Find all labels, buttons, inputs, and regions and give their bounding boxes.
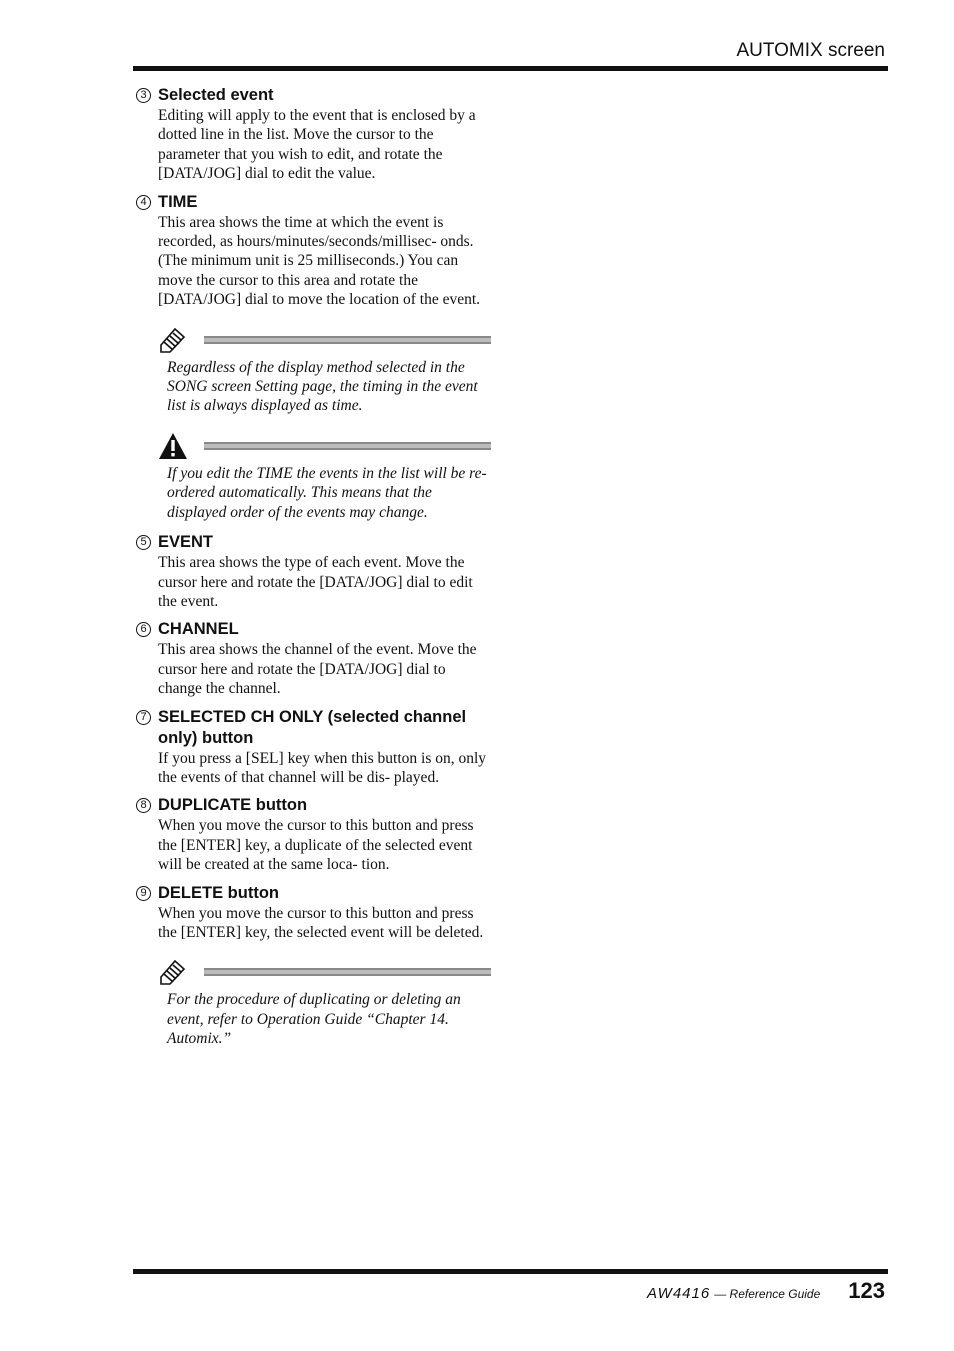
section-selected-ch-only <box>136 707 491 788</box>
section-event <box>136 532 491 611</box>
section-heading <box>136 619 491 640</box>
section-time <box>136 192 491 310</box>
note-text: For the procedure of duplicating or deleting an event, refer to Operation Guide “Chapter 14. Automix.” <box>167 991 461 1048</box>
section-duplicate-button <box>136 795 491 874</box>
note-bar <box>158 428 491 464</box>
section-title: SELECTED CH ONLY (selected channel only) button <box>158 707 467 747</box>
section-body: This area shows the channel of the event. Move the cursor here and rotate the [DATA/JOG] dial to change the channel. <box>158 641 477 698</box>
circled-number: 3 <box>136 88 151 103</box>
note-text: If you edit the TIME the events in the list will be re-ordered automatically. This means that the displayed order of the events may change. <box>167 464 487 521</box>
section-body: When you move the cursor to this button and press the [ENTER] key, a duplicate of the selected event will be created at the same loca- tion. <box>158 817 474 874</box>
tip-note <box>136 322 491 416</box>
section-selected-event <box>136 85 491 184</box>
section-heading <box>136 707 491 749</box>
page-footer <box>647 1278 885 1304</box>
note-text: Regardless of the display method selected in the SONG screen Setting page, the timing in the event list is always displayed as time. <box>167 358 478 415</box>
guide-label: — Reference Guide <box>714 1287 821 1301</box>
main-content <box>136 85 491 1059</box>
section-heading <box>136 192 491 213</box>
section-body: This area shows the type of each event. Move the cursor here and rotate the [DATA/JOG] dial to edit the event. <box>158 554 473 610</box>
page-number: 123 <box>848 1278 885 1303</box>
section-title: EVENT <box>158 533 214 552</box>
section-title: Selected event <box>158 86 274 104</box>
note-bar <box>158 322 491 358</box>
section-heading <box>136 532 491 553</box>
circled-number: 5 <box>136 535 151 550</box>
tip-pencil-icon <box>158 325 188 355</box>
note-divider <box>204 442 491 450</box>
circled-number: 8 <box>136 798 151 813</box>
section-delete-button <box>136 883 491 943</box>
note-divider <box>204 336 491 344</box>
section-body: If you press a [SEL] key when this button is on, only the events of that channel will be dis- played. <box>158 749 487 786</box>
section-channel <box>136 619 491 698</box>
note-bar <box>158 954 491 990</box>
page-header-title: AUTOMIX screen <box>736 40 885 61</box>
section-heading <box>136 883 491 904</box>
section-body: When you move the cursor to this button and press the [ENTER] key, the selected event will be deleted. <box>158 904 484 941</box>
section-title: DUPLICATE button <box>158 796 308 815</box>
section-heading <box>136 85 491 106</box>
footer-rule <box>133 1269 888 1274</box>
tip-pencil-icon <box>158 957 188 987</box>
warning-icon <box>158 431 188 461</box>
note-divider <box>204 968 491 976</box>
tip-note <box>136 954 491 1048</box>
header-rule <box>133 66 888 71</box>
section-heading <box>136 795 491 816</box>
circled-number: 6 <box>136 622 151 637</box>
circled-number: 9 <box>136 886 151 901</box>
section-title: CHANNEL <box>158 620 239 639</box>
section-title: DELETE button <box>158 883 279 902</box>
circled-number: 4 <box>136 195 151 210</box>
warning-note <box>136 428 491 522</box>
section-body: This area shows the time at which the event is recorded, as hours/minutes/seconds/millisec- onds. (The minimum unit is 25 milliseconds.) You can move the cursor to this area and rotate the [DATA/JOG] dial to move the location of the event. <box>158 213 481 309</box>
circled-number: 7 <box>136 710 151 725</box>
section-body: Editing will apply to the event that is enclosed by a dotted line in the list. Move the cursor to the parameter that you wish to edit, and rotate the [DATA/JOG] dial to edit the value. <box>158 107 476 183</box>
product-logo: AW4416 <box>646 1285 711 1302</box>
section-title: TIME <box>158 192 198 211</box>
